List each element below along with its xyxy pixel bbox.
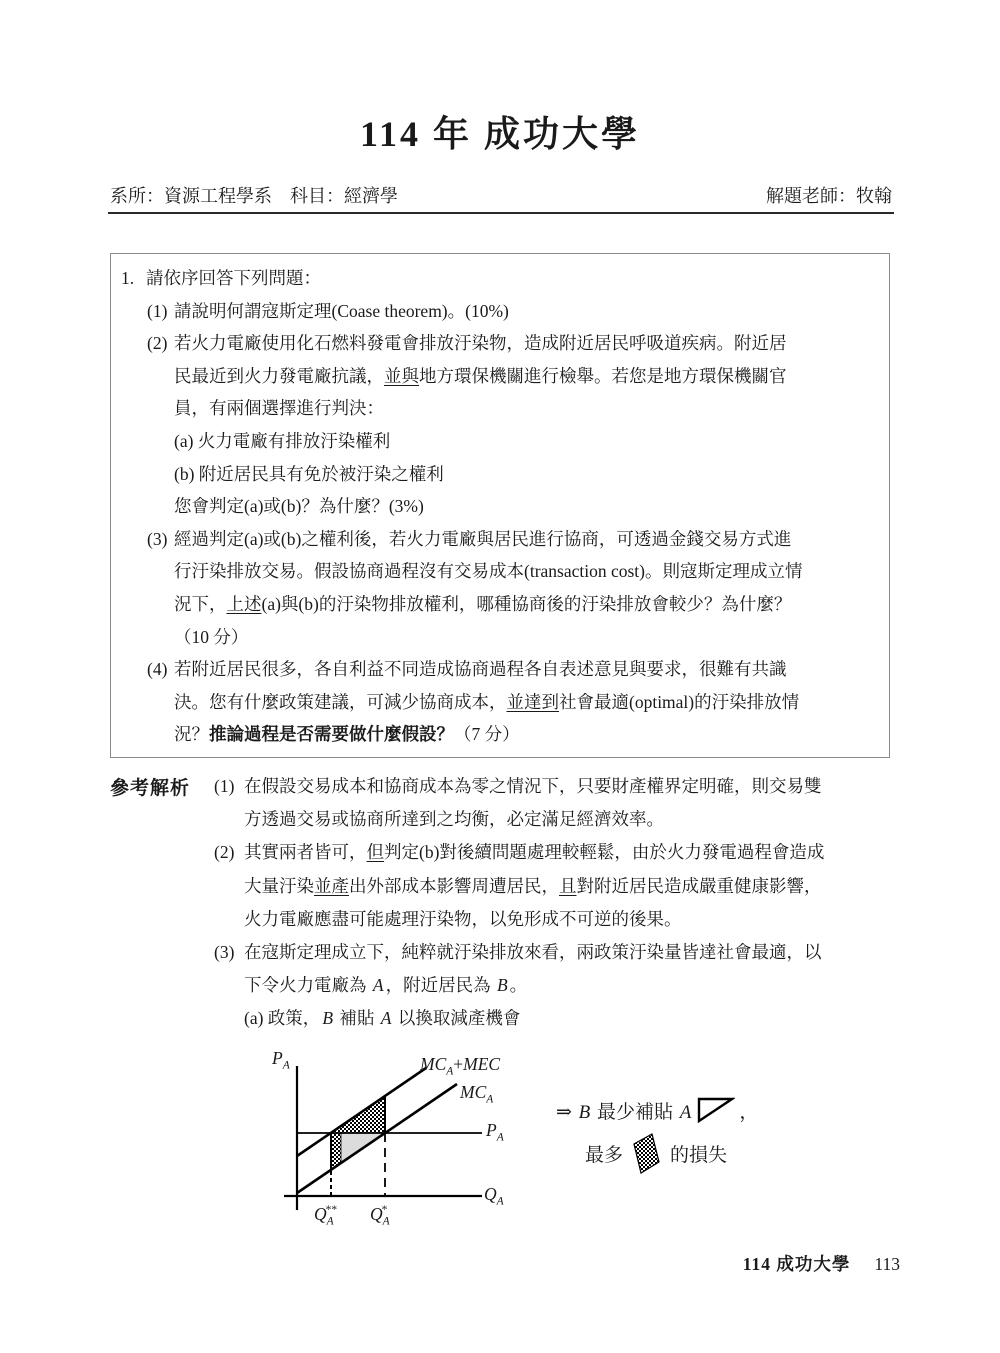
text-line bbox=[214, 836, 920, 869]
text-run: 以換取減產機會 bbox=[393, 1008, 521, 1029]
math-variable: A bbox=[372, 975, 384, 996]
question-box bbox=[110, 253, 890, 758]
page-title: 114 年 成功大學 bbox=[359, 114, 640, 154]
math-variable: A bbox=[380, 1008, 392, 1029]
annotation-line-2 bbox=[585, 1137, 758, 1169]
text-run: （10 分） bbox=[174, 626, 249, 647]
text-line bbox=[111, 718, 879, 751]
text-line bbox=[111, 360, 879, 393]
underlined-text: 並產 bbox=[314, 875, 349, 896]
mc-mec-label: $MC_A+MEC$ bbox=[420, 1054, 501, 1078]
text-run: （7 分） bbox=[454, 724, 520, 745]
annotation-line-1 bbox=[556, 1094, 758, 1126]
graph-annotation bbox=[556, 1094, 758, 1169]
text-line bbox=[111, 262, 879, 295]
text-line bbox=[111, 588, 879, 621]
solution-lines bbox=[214, 770, 920, 1036]
text-run: 在假設交易成本和協商成本為零之情況下，只要財產權界定明確，則交易雙 bbox=[244, 776, 822, 796]
text-run: 地方環保機關進行檢舉。若您是地方環保機關官 bbox=[419, 365, 787, 386]
line-marker: (1) bbox=[147, 300, 168, 321]
text-run: 。 bbox=[509, 975, 528, 996]
line-marker: (3) bbox=[214, 942, 235, 963]
header-row bbox=[110, 182, 892, 208]
solution-section bbox=[110, 770, 920, 1036]
q-double-star-label: $Q_A^{**}$ bbox=[314, 1204, 338, 1228]
text-run: 對附近居民造成嚴重健康影響， bbox=[576, 875, 822, 896]
header-department-subject: 系所：資源工程學系 科目：經濟學 bbox=[110, 186, 398, 206]
footer-book-title: 114 成功大學 bbox=[742, 1254, 851, 1274]
annotation-text-1: ⇒ B 最少補貼 A bbox=[556, 1101, 692, 1123]
text-line bbox=[111, 392, 879, 425]
annotation-text-2b: 的損失 bbox=[670, 1144, 728, 1166]
x-axis-label: $Q_A$ bbox=[484, 1184, 504, 1208]
text-line bbox=[111, 523, 879, 556]
text-line bbox=[214, 770, 920, 803]
underlined-text: 且 bbox=[559, 875, 577, 896]
line-marker: (1) bbox=[214, 776, 235, 796]
text-run: 補貼 bbox=[335, 1008, 379, 1029]
hatched-parallelogram-icon bbox=[631, 1132, 662, 1175]
text-run: 經過判定(a)或(b)之權利後，若火力電廠與居民進行協商，可透過金錢交易方式進 bbox=[174, 528, 792, 549]
underlined-text: 但 bbox=[366, 842, 384, 863]
text-run: (a)與(b)的汙染物排放權利，哪種協商後的汙染排放會較少？為什麼？ bbox=[261, 593, 792, 614]
text-run: 決。您有什麼政策建議，可減少協商成本， bbox=[174, 691, 507, 712]
q-star-label: $Q_A^*$ bbox=[370, 1204, 390, 1228]
underlined-text: 上述 bbox=[226, 593, 262, 614]
text-run: ，附近居民為 bbox=[385, 975, 495, 996]
text-line bbox=[214, 969, 920, 1002]
text-run: 員，有兩個選擇進行判決： bbox=[174, 398, 384, 419]
text-line bbox=[111, 425, 879, 458]
line-marker: 1. bbox=[121, 268, 135, 288]
line-marker: (2) bbox=[214, 842, 235, 863]
line-marker: (2) bbox=[147, 333, 168, 354]
text-run: 火力電廠應盡可能處理汙染物，以免形成不可逆的後果。 bbox=[244, 908, 682, 929]
text-run: 社會最適(optimal)的汙染排放情 bbox=[559, 691, 800, 712]
text-line bbox=[111, 458, 879, 491]
solution-label: 參考解析 bbox=[110, 778, 191, 799]
math-variable: B bbox=[322, 1008, 334, 1029]
line-marker: (3) bbox=[147, 528, 168, 549]
graph-canvas bbox=[250, 1046, 590, 1258]
mc-label: $MC_A$ bbox=[460, 1082, 494, 1106]
text-run: 請依序回答下列問題： bbox=[146, 268, 321, 288]
economics-graph bbox=[250, 1046, 590, 1258]
text-run: 請說明何謂寇斯定理(Coase theorem)。(10%) bbox=[174, 300, 509, 321]
text-line bbox=[111, 327, 879, 360]
bold-text: 推論過程是否需要做什麼假設？ bbox=[209, 724, 454, 745]
text-run: 下令火力電廠為 bbox=[244, 975, 371, 996]
underlined-text: 並達到 bbox=[506, 691, 559, 712]
text-run: 行汙染排放交易。假設協商過程沒有交易成本(transaction cost)。則寇斯定理成立情 bbox=[174, 561, 803, 582]
text-run: 您會判定(a)或(b)？為什麼？(3%) bbox=[174, 496, 424, 517]
page-footer bbox=[743, 1251, 900, 1276]
math-variable: B bbox=[496, 975, 508, 996]
footer-page-number: 113 bbox=[874, 1254, 900, 1274]
annotation-comma: ， bbox=[739, 1101, 759, 1123]
header-teacher: 解題老師：牧翰 bbox=[766, 186, 892, 206]
text-run: 其實兩者皆可， bbox=[244, 842, 367, 863]
text-line bbox=[214, 1002, 920, 1035]
text-run: (a) 政策， bbox=[244, 1008, 321, 1029]
text-line bbox=[111, 555, 879, 588]
text-line bbox=[214, 803, 920, 836]
annotation-text-2a: 最多 bbox=[585, 1144, 624, 1166]
price-line-label: $P_A$ bbox=[486, 1120, 504, 1144]
text-line bbox=[111, 490, 879, 523]
text-run: 判定(b)對後續問題處理較輕鬆，由於火力發電過程會造成 bbox=[384, 842, 825, 863]
text-run: 若附近居民很多，各自利益不同造成協商過程各自表述意見與要求，很難有共識 bbox=[174, 659, 787, 680]
text-line bbox=[111, 653, 879, 686]
text-line bbox=[111, 295, 879, 328]
underlined-text: 並與 bbox=[384, 365, 419, 386]
text-run: (b) 附近居民具有免於被汙染之權利 bbox=[174, 463, 444, 484]
text-run: 在寇斯定理成立下，純粹就汙染排放來看，兩政策汙染量皆達社會最適，以 bbox=[244, 942, 822, 963]
text-run: 出外部成本影響周遭居民， bbox=[349, 875, 559, 896]
text-line bbox=[111, 621, 879, 654]
text-run: 民最近到火力發電廠抗議， bbox=[174, 365, 384, 386]
text-line bbox=[214, 936, 920, 969]
text-run: 若火力電廠使用化石燃料發電會排放汙染物，造成附近居民呼吸道疾病。附近居 bbox=[174, 333, 787, 354]
text-line bbox=[214, 870, 920, 903]
triangle-shape-icon bbox=[697, 1097, 735, 1123]
line-marker: (4) bbox=[147, 659, 168, 680]
y-axis-label: $P_A$ bbox=[272, 1048, 290, 1072]
text-line bbox=[214, 903, 920, 936]
text-run: 大量汙染 bbox=[244, 875, 314, 896]
text-run: 況？ bbox=[174, 724, 209, 745]
text-run: (a) 火力電廠有排放汙染權利 bbox=[174, 430, 391, 451]
text-line bbox=[111, 686, 879, 719]
text-run: 方透過交易或協商所達到之均衡，必定滿足經濟效率。 bbox=[244, 809, 664, 830]
header-divider bbox=[108, 212, 894, 214]
text-run: 況下， bbox=[174, 593, 227, 614]
